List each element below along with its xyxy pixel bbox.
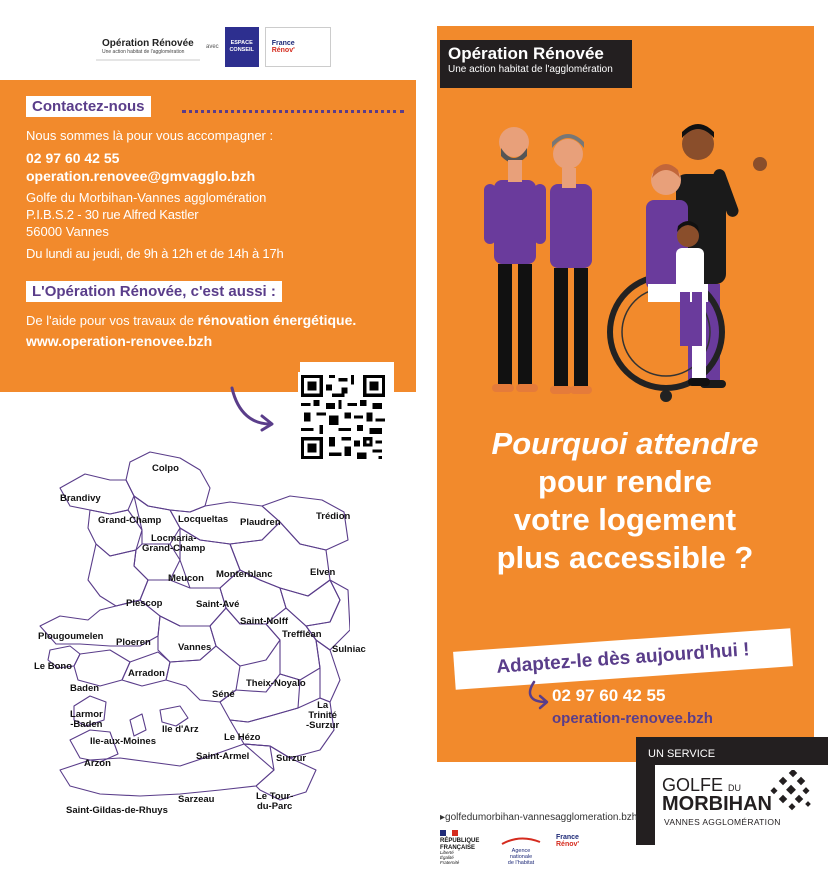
town-label: Locmaria- Grand-Champ — [142, 533, 206, 554]
town-label: Arradon — [128, 668, 165, 679]
contact-address2: 56000 Vannes — [26, 224, 109, 239]
arrow-icon — [524, 680, 552, 712]
contact-email[interactable]: operation.renovee@gmvagglo.bzh — [26, 168, 256, 184]
town-label: Saint-Armel — [196, 751, 250, 762]
town-label: Plougoumelen — [38, 631, 104, 642]
town-label: Vannes — [178, 642, 212, 653]
town-label: Theix-Noyalo — [246, 678, 306, 689]
headline-line-3: votre logement — [513, 502, 737, 537]
town-label: Ile d'Arz — [162, 724, 199, 735]
operation-renovee-logo — [96, 34, 200, 61]
headline — [440, 426, 810, 576]
people-illustration — [470, 108, 790, 408]
rf-line-1: RÉPUBLIQUE — [440, 838, 480, 844]
golfe-logo-line-3: VANNES AGGLOMÉRATION — [664, 817, 781, 827]
aussi-heading: L'Opération Rénovée, c'est aussi : — [26, 281, 282, 302]
town-label: Le Bono — [34, 661, 72, 672]
cover-url[interactable]: operation-renovee.bzh — [552, 710, 713, 727]
anah-line-2: nationale — [509, 854, 533, 860]
golfe-word: GOLFE — [662, 775, 724, 795]
town-label: Le Tour- du-Parc — [256, 791, 294, 812]
espace-conseil-logo — [225, 27, 259, 67]
renov-label: Rénov' — [556, 841, 580, 848]
town-label: Locqueltas — [178, 514, 229, 525]
du-word: DU — [728, 783, 742, 793]
town-label: Saint-Avé — [196, 599, 240, 610]
rf-motto: Liberté Égalité Fraternité — [440, 850, 460, 866]
contact-hours: Du lundi au jeudi, de 9h à 12h et de 14h à 17h — [26, 246, 284, 261]
town-label: Elven — [310, 567, 336, 578]
town-label: Ploeren — [116, 637, 151, 648]
cover-phone[interactable]: 02 97 60 42 55 — [552, 686, 666, 705]
conseil-label: CONSEIL — [229, 47, 254, 53]
adapt-banner: Adaptez-le dès aujourd'hui ! — [453, 628, 793, 689]
town-label: Saint-Gildas-de-Rhuys — [66, 805, 168, 816]
espace-label: ESPACE — [230, 39, 253, 46]
france-label: France — [271, 40, 295, 47]
republique-francaise-logo — [440, 830, 479, 866]
town-label: Sarzeau — [178, 794, 215, 805]
contact-heading: Contactez-nous — [26, 96, 151, 117]
town-label: Arzon — [84, 758, 111, 769]
aussi-line-bold: rénovation énergétique. — [197, 312, 357, 328]
town-label: Surzur — [276, 753, 307, 764]
dotted-rule — [182, 110, 404, 113]
anah-logo — [500, 836, 542, 864]
anah-swoosh-icon — [500, 836, 542, 846]
france-label: France — [556, 834, 579, 841]
operation-renovee-logo-large — [440, 40, 632, 88]
headline-line-2: pour rendre — [538, 464, 712, 499]
logo-subtitle: Une action habitat de l'agglomération — [102, 48, 185, 55]
logo-title: Opération Rénovée — [448, 44, 604, 63]
anah-line-3: de l'habitat — [507, 860, 535, 866]
avec-label: avec — [206, 44, 219, 50]
contact-phone[interactable]: 02 97 60 42 55 — [26, 150, 120, 166]
rf-line-2: FRANÇAISE — [440, 844, 476, 851]
golfe-mosaic-icon — [770, 770, 814, 814]
france-renov-logo — [265, 27, 331, 67]
town-label: Monterblanc — [216, 569, 273, 580]
header-logos — [96, 24, 331, 70]
headline-line-4: plus accessible ? — [496, 540, 754, 575]
town-label: Trédion — [316, 511, 351, 522]
france-renov-small-logo — [556, 834, 579, 848]
town-label: Colpo — [152, 463, 179, 474]
bald-man-figure — [484, 127, 546, 392]
town-label: Treffléan — [282, 629, 322, 640]
footer-url[interactable]: ▸golfedumorbihan-vannesagglomeration.bzh — [440, 812, 638, 823]
town-label: Séné — [212, 689, 235, 700]
town-label: La Trinité -Surzur — [306, 700, 340, 731]
aussi-line — [26, 312, 356, 328]
town-label: Larmor -Baden — [70, 709, 103, 730]
town-label: Plescop — [126, 598, 163, 609]
town-label: Ile-aux-Moines — [90, 736, 156, 747]
town-label: Meucon — [168, 573, 204, 584]
contact-org: Golfe du Morbihan-Vannes agglomération — [26, 190, 267, 205]
service-label: UN SERVICE — [648, 748, 716, 760]
town-label: Baden — [70, 683, 100, 694]
town-label: Le Hézo — [224, 732, 261, 743]
headline-line-1: Pourquoi attendre — [491, 426, 759, 461]
town-label: Saint-Nolff — [240, 616, 289, 627]
anah-line-1: Agence — [511, 848, 531, 854]
town-label: Sulniac — [332, 644, 366, 655]
logo-title: Opération Rénovée — [102, 37, 194, 49]
contact-address1: P.I.B.S.2 - 30 rue Alfred Kastler — [26, 207, 199, 222]
grey-haired-man-figure — [550, 134, 592, 394]
town-label: Plaudren — [240, 517, 281, 528]
contact-intro: Nous sommes là pour vous accompagner : — [26, 128, 274, 143]
arrow-icon — [228, 384, 278, 434]
town-label: Grand-Champ — [98, 515, 162, 526]
golfe-logo-line-2: MORBIHAN — [662, 793, 772, 815]
aussi-url[interactable]: www.operation-renovee.bzh — [26, 333, 213, 349]
renov-label: Rénov' — [271, 47, 295, 54]
logo-subtitle: Une action habitat de l'agglomération — [448, 64, 613, 75]
aussi-line-prefix: De l'aide pour vos travaux de — [26, 313, 198, 328]
town-label: Brandivy — [60, 493, 101, 504]
